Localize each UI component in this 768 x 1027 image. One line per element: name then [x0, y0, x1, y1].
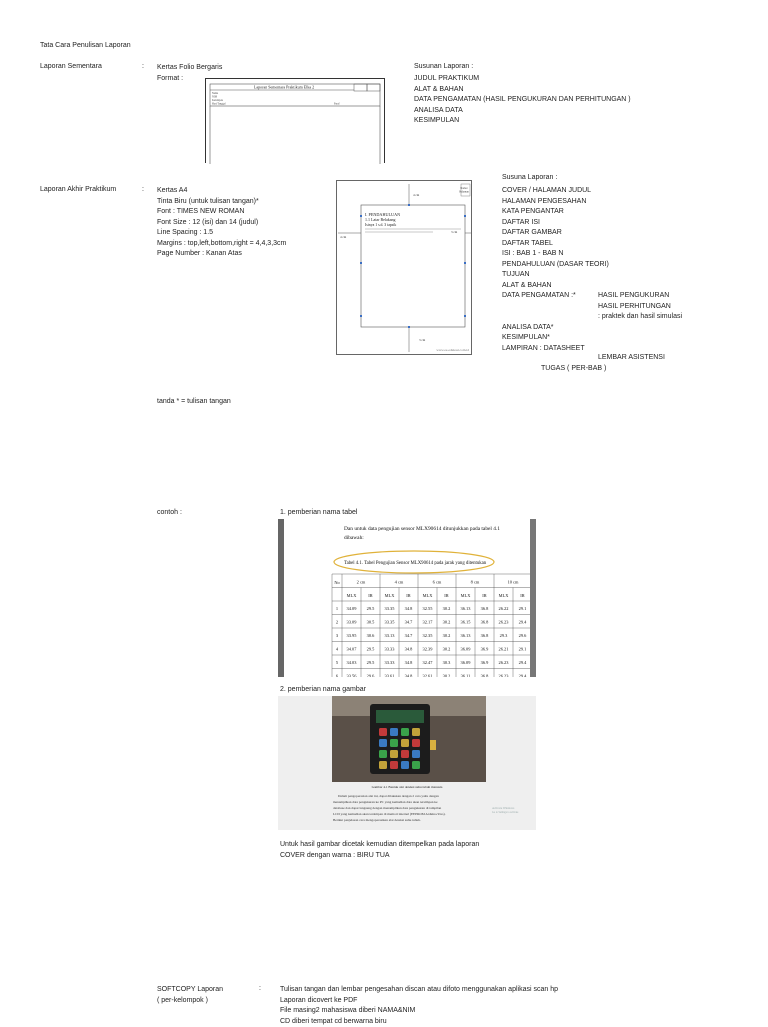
- table-cell: 36.13: [461, 633, 472, 638]
- table-subheader: MLX: [347, 593, 358, 598]
- contoh-item-2: 2. pemberian nama gambar: [280, 686, 366, 693]
- table-cell: 33.35: [385, 620, 396, 625]
- table-cell: 30.3: [443, 660, 451, 665]
- table-subheader: MLX: [499, 593, 510, 598]
- softcopy-list: [280, 985, 558, 1027]
- table-cell: 29.6: [519, 633, 527, 638]
- sementara-susunan-item: JUDUL PRAKTIKUM: [414, 74, 631, 85]
- softcopy-item: CD diberi tempat cd berwarna biru: [280, 1017, 558, 1027]
- page-title: Tata Cara Penulisan Laporan: [40, 42, 131, 49]
- table-cell: 26.23: [499, 660, 510, 665]
- contoh-label: contoh :: [157, 509, 182, 516]
- table-cell: 30.2: [443, 620, 451, 625]
- table-cell: 36.9: [481, 660, 489, 665]
- table-cell: 36.8: [481, 620, 489, 625]
- table-intro-1: Dan untuk data pengujian sensor MLX90614 ditunjukkan pada tabel 4.1: [344, 526, 500, 532]
- sementara-label: Laporan Sementara: [40, 63, 102, 70]
- akhir-susunan-item: TUJUAN: [502, 270, 609, 281]
- table-cell: 32.61: [423, 674, 433, 677]
- folio-field-3: Kelompok: [212, 99, 224, 102]
- photo-text-line: Dalam pengoperasian alat ini, dapat dilakukan dengan 2 cara yaitu dengan: [338, 794, 439, 799]
- table-cell: 29.6: [367, 674, 375, 677]
- table-cell: 34.8: [405, 674, 413, 677]
- akhir-kesimpulan: KESIMPULAN*: [502, 333, 609, 344]
- akhir-susunan-item: HALAMAN PENGESAHAN: [502, 197, 609, 208]
- table-cell: 34.03: [347, 660, 358, 665]
- table-cell: 32.55: [423, 606, 434, 611]
- table-subheader: MLX: [461, 593, 472, 598]
- table-cell: 33.35: [385, 606, 396, 611]
- photo-text-line: Berikut penjelasan cara mengoperasikan alat deteksi suhu tubuh.: [333, 818, 421, 822]
- akhir-susunan-item: ALAT & BAHAN: [502, 281, 609, 292]
- akhir-lampiran: LAMPIRAN : DATASHEET: [502, 344, 609, 355]
- table-cell: 6: [336, 674, 339, 677]
- akhir-susunan-item: DAFTAR TABEL: [502, 239, 609, 250]
- akhir-dp-item: HASIL PENGUKURAN: [598, 291, 682, 302]
- photo-watermark-1: Activate Windows: [492, 806, 515, 810]
- table-cell: 34.8: [405, 606, 413, 611]
- table-cell: 32.47: [423, 660, 434, 665]
- table-cell: 5: [336, 660, 339, 665]
- folio-field-4: Hari/Tanggal: [212, 103, 226, 106]
- table-header-distance: 8 cm: [471, 579, 480, 584]
- sementara-format: Format :: [157, 74, 222, 85]
- table-subheader: IR: [444, 593, 448, 598]
- table-subheader: IR: [482, 593, 486, 598]
- table-header-distance: 6 cm: [433, 579, 442, 584]
- softcopy-label: [157, 985, 223, 1006]
- table-cell: 36.15: [461, 620, 472, 625]
- table-cell: 34.09: [347, 606, 358, 611]
- folio-form-figure: [205, 78, 385, 163]
- akhir-data-pengamatan-items: [598, 291, 682, 323]
- table-cell: 1: [336, 606, 338, 611]
- table-cell: 36.9: [481, 647, 489, 652]
- akhir-susunan-spacer: [502, 312, 609, 323]
- akhir-dp-item: HASIL PERHITUNGAN: [598, 302, 682, 313]
- example-photo-drawing: [278, 696, 536, 830]
- table-cell: 26.23: [499, 674, 510, 677]
- device-lcd: [376, 710, 424, 723]
- table-subheader: MLX: [385, 593, 396, 598]
- table-cell: 34.07: [347, 647, 358, 652]
- akhir-susunan-item: DAFTAR GAMBAR: [502, 228, 609, 239]
- table-cell: 29.4: [519, 674, 527, 677]
- keypad-key: [379, 750, 387, 758]
- a4-margin-figure: [336, 180, 472, 355]
- table-cell: 33.95: [347, 633, 358, 638]
- table-subheader: IR: [520, 593, 524, 598]
- akhir-analisa: ANALISA DATA*: [502, 323, 609, 334]
- folio-field-2: NIM: [212, 96, 218, 99]
- table-cell: 30.5: [367, 620, 375, 625]
- table-cell: 29.5: [367, 647, 375, 652]
- table-cell: 36.13: [461, 606, 472, 611]
- table-header-no: No: [334, 580, 340, 585]
- table-cell: 4: [336, 647, 339, 652]
- table-cell: 3: [336, 633, 339, 638]
- table-caption: Tabel 4.1. Tabel Pengujian Sensor MLX90614 pada jarak yang ditentukan: [344, 561, 487, 566]
- a4-margin-drawing: [337, 181, 471, 354]
- keypad-key: [390, 728, 398, 736]
- table-cell: 36.09: [461, 647, 472, 652]
- akhir-spec: Font : TIMES NEW ROMAN: [157, 207, 286, 218]
- tanda-note: tanda * = tulisan tangan: [157, 398, 231, 405]
- table-header-distance: 2 cm: [357, 579, 366, 584]
- contoh-item-1: 1. pemberian nama tabel: [280, 509, 357, 516]
- table-cell: 33.33: [385, 660, 396, 665]
- a4-body-line-3: Isinya 1 s.d. 3 tapsik: [365, 223, 396, 227]
- akhir-spec: Line Spacing : 1.5: [157, 228, 286, 239]
- a4-right-margin: 3 cm: [451, 230, 458, 234]
- a4-nomor-1: Nomor: [460, 187, 467, 190]
- table-cell: 30.2: [443, 674, 451, 677]
- akhir-susunan-item: PENDAHULUAN (DASAR TEORI): [502, 260, 609, 271]
- keypad-key: [401, 750, 409, 758]
- table-cell: 33.09: [347, 620, 358, 625]
- akhir-colon: :: [142, 186, 144, 193]
- table-header-distance: 4 cm: [395, 579, 404, 584]
- a4-nomor-2: Halaman: [459, 191, 469, 194]
- a4-body-line-2: 1.1 Latar Belakang: [365, 217, 396, 222]
- akhir-spec: Margins : top,left,bottom,right = 4,4,3,3cm: [157, 239, 286, 250]
- photo-text-line: LCD yang kemudian akan tersimpan di memori internal (EEPROM Arduino/Uno).: [333, 812, 446, 816]
- table-cell: 29.5: [367, 606, 375, 611]
- table-intro-2: dibawah:: [344, 535, 364, 541]
- photo-text-line: menampilkan data pengukuran ke PC yang kemudian data akan tersimpan ke: [333, 800, 438, 804]
- sementara-susunan-item: ALAT & BAHAN: [414, 85, 631, 96]
- a4-watermark: www.ee-edukasi.com.id: [436, 348, 469, 352]
- table-cell: 33.61: [385, 674, 395, 677]
- contoh-note-line: Untuk hasil gambar dicetak kemudian ditempelkan pada laporan: [280, 840, 479, 851]
- contoh-note: [280, 840, 479, 861]
- akhir-dp-item: : praktek dan hasil simulasi: [598, 312, 682, 323]
- table-subheader: IR: [406, 593, 410, 598]
- keypad-key: [401, 739, 409, 747]
- table-cell: 33.56: [347, 674, 358, 677]
- softcopy-label-line: ( per-kelompok ): [157, 996, 223, 1007]
- keypad-key: [412, 750, 420, 758]
- softcopy-item: Tulisan tangan dan lembar pengesahan discan atau difoto menggunakan aplikasi scan hp: [280, 985, 558, 996]
- akhir-spec: Page Number : Kanan Atas: [157, 249, 286, 260]
- table-cell: 26.21: [499, 647, 509, 652]
- akhir-spec: Tinta Biru (untuk tulisan tangan)*: [157, 197, 286, 208]
- table-cell: 36.11: [461, 674, 471, 677]
- akhir-susunan-item: ISI : BAB 1 - BAB N: [502, 249, 609, 260]
- softcopy-label-line: SOFTCOPY Laporan: [157, 985, 223, 996]
- table-cell: 30.6: [367, 633, 375, 638]
- contoh-note-line: COVER dengan warna : BIRU TUA: [280, 851, 479, 862]
- softcopy-colon: :: [259, 985, 261, 992]
- keypad-key: [412, 728, 420, 736]
- akhir-lampiran-2: LEMBAR ASISTENSI: [598, 354, 665, 361]
- keypad-key: [412, 739, 420, 747]
- akhir-susunan-spacer: [502, 302, 609, 313]
- akhir-susunan-title: Susuna Laporan :: [502, 174, 557, 181]
- sementara-kertas: Kertas Folio Bergaris: [157, 63, 222, 74]
- table-cell: 36.8: [481, 606, 489, 611]
- keypad-key: [390, 750, 398, 758]
- table-cell: 29.1: [519, 606, 527, 611]
- table-cell: 26.22: [499, 606, 509, 611]
- softcopy-item: File masing2 mahasiswa diberi NAMA&NIM: [280, 1006, 558, 1017]
- sementara-colon: :: [142, 63, 144, 70]
- folio-field-1: Nama: [212, 92, 219, 95]
- sementara-susunan-list: [414, 74, 631, 127]
- sementara-susunan-title: Susunan Laporan :: [414, 63, 473, 70]
- keypad-key: [379, 761, 387, 769]
- table-cell: 32.35: [423, 633, 434, 638]
- table-cell: 32.17: [423, 620, 434, 625]
- table-cell: 34.8: [405, 647, 413, 652]
- sementara-susunan-item: DATA PENGAMATAN (HASIL PENGUKURAN DAN PERHITUNGAN ): [414, 95, 631, 106]
- table-cell: 29.1: [519, 647, 527, 652]
- keypad-key: [379, 728, 387, 736]
- table-cell: 34.8: [405, 660, 413, 665]
- table-cell: 29.3: [500, 633, 508, 638]
- sementara-susunan-item: KESIMPULAN: [414, 116, 631, 127]
- a4-bottom-margin: 3 cm: [419, 338, 426, 342]
- table-cell: 29.5: [367, 660, 375, 665]
- akhir-label: Laporan Akhir Praktikum: [40, 186, 116, 193]
- table-cell: 33.13: [385, 633, 396, 638]
- akhir-data-pengamatan: DATA PENGAMATAN :*: [502, 291, 609, 302]
- akhir-spec: Kertas A4: [157, 186, 286, 197]
- softcopy-item: Laporan dicovert ke PDF: [280, 996, 558, 1007]
- akhir-susunan-list: [502, 186, 609, 354]
- akhir-susunan-item: KATA PENGANTAR: [502, 207, 609, 218]
- example-table-figure: [278, 519, 536, 677]
- akhir-tugas: TUGAS ( PER-BAB ): [541, 365, 606, 372]
- table-cell: 26.23: [499, 620, 510, 625]
- table-cell: 36.09: [461, 660, 472, 665]
- table-cell: 30.2: [443, 633, 451, 638]
- keypad-key: [401, 728, 409, 736]
- folio-header-text: Laporan Sementara Praktikum Elka 2: [254, 85, 314, 90]
- folio-paraf: Paraf: [334, 103, 340, 106]
- table-cell: 36.8: [481, 674, 489, 677]
- table-cell: 34.7: [405, 620, 413, 625]
- table-cell: 30.2: [443, 606, 451, 611]
- keypad-key: [379, 739, 387, 747]
- akhir-susunan-item: COVER / HALAMAN JUDUL: [502, 186, 609, 197]
- photo-watermark-2: Go to Settings to activate: [492, 811, 519, 814]
- table-cell: 30.2: [443, 647, 451, 652]
- sementara-susunan-item: ANALISA DATA: [414, 106, 631, 117]
- akhir-spec: Font Size : 12 (isi) dan 14 (judul): [157, 218, 286, 229]
- a4-top-margin: 4 cm: [413, 193, 420, 197]
- example-table-drawing: [284, 519, 530, 677]
- table-cell: 36.8: [481, 633, 489, 638]
- table-header-distance: 10 cm: [508, 579, 519, 584]
- akhir-susunan-item: DAFTAR ISI: [502, 218, 609, 229]
- example-photo-figure: [278, 696, 536, 830]
- example-table-grid: [332, 574, 530, 677]
- table-cell: 29.4: [519, 620, 527, 625]
- keypad-key: [390, 761, 398, 769]
- table-cell: 32.39: [423, 647, 434, 652]
- keypad-key: [401, 761, 409, 769]
- table-cell: 34.7: [405, 633, 413, 638]
- keypad-key: [390, 739, 398, 747]
- a4-body-line-1: I. PENDAHULUAN: [365, 212, 400, 217]
- table-cell: 2: [336, 620, 338, 625]
- a4-left-margin: 4 cm: [340, 235, 347, 239]
- table-cell: 33.33: [385, 647, 396, 652]
- table-cell: 29.4: [519, 660, 527, 665]
- folio-form-drawing: [206, 79, 384, 164]
- photo-caption: Gambar 4.1 Bentuk alat deteksi suhu tubuh manusia: [372, 785, 443, 789]
- table-subheader: MLX: [423, 593, 434, 598]
- akhir-specs: [157, 186, 286, 260]
- photo-text-line: database dan dapat langsung dengan menampilkan data pengukuran di tampilan: [333, 806, 441, 810]
- table-subheader: IR: [368, 593, 372, 598]
- keypad-key: [412, 761, 420, 769]
